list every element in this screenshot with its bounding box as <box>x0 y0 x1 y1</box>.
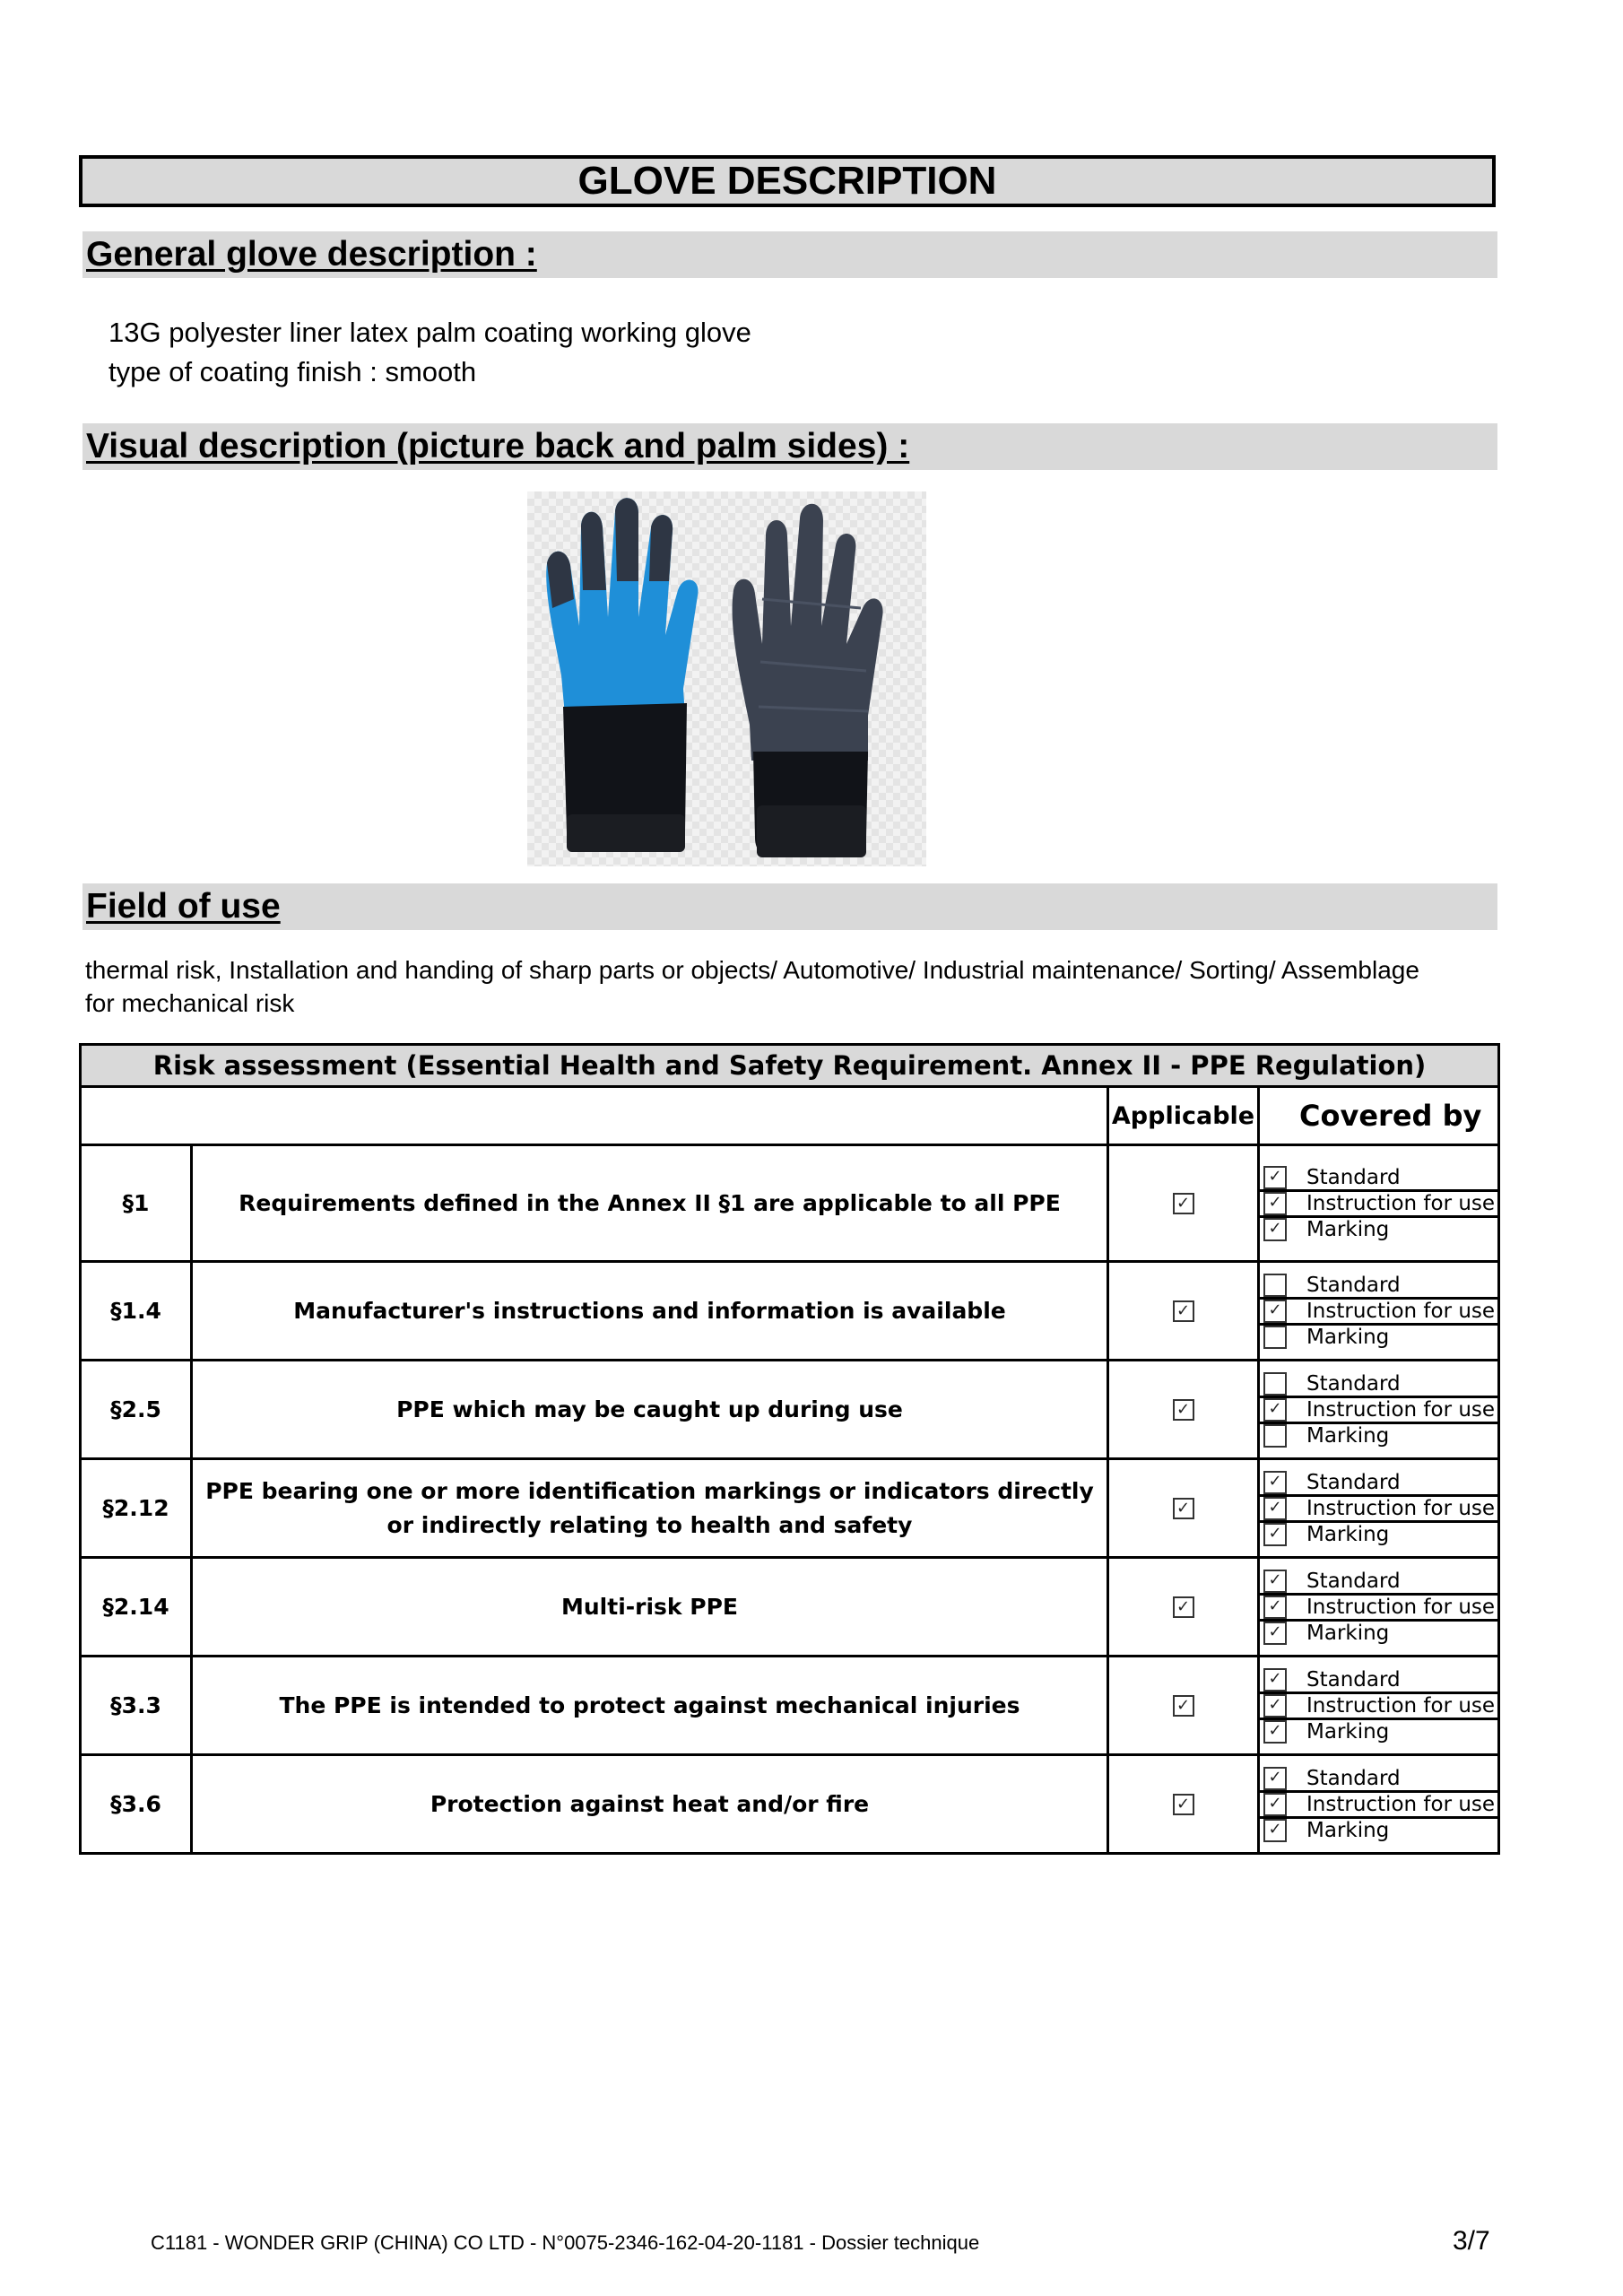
applicable-checkbox[interactable]: ✓ <box>1173 1596 1194 1618</box>
risk-row <box>81 1755 1499 1854</box>
covered-by-label: Marking <box>1306 1621 1390 1645</box>
risk-requirement: Multi-risk PPE <box>192 1558 1108 1657</box>
covered-by-list <box>1260 1274 1497 1349</box>
covered-by-label: Instruction for use <box>1306 1595 1496 1619</box>
covered-by-label: Instruction for use <box>1306 1693 1496 1718</box>
risk-requirement: Protection against heat and/or fire <box>192 1755 1108 1854</box>
risk-section-number: §1.4 <box>81 1262 192 1361</box>
covered-by-item <box>1260 1218 1497 1241</box>
applicable-cell <box>1108 1558 1259 1657</box>
covered-by-column-header: Covered by <box>1259 1087 1499 1145</box>
covered-by-item <box>1260 1720 1497 1744</box>
covered-by-label: Instruction for use <box>1306 1299 1496 1323</box>
covered-by-checkbox[interactable]: ✓ <box>1263 1218 1287 1241</box>
risk-section-number: §2.12 <box>81 1459 192 1558</box>
applicable-checkbox[interactable]: ✓ <box>1173 1399 1194 1421</box>
covered-by-label: Instruction for use <box>1306 1397 1496 1422</box>
risk-table-title: Risk assessment (Essential Health and Safety Requirement. Annex II - PPE Regulation) <box>81 1045 1499 1087</box>
covered-by-cell <box>1259 1558 1499 1657</box>
risk-section-number: §2.14 <box>81 1558 192 1657</box>
field-of-use-heading: Field of use <box>82 883 1497 930</box>
covered-by-checkbox[interactable]: ✓ <box>1263 1166 1287 1189</box>
covered-by-item <box>1260 1819 1497 1842</box>
risk-requirement: PPE which may be caught up during use <box>192 1361 1108 1459</box>
glove-illustration <box>527 491 926 866</box>
covered-by-checkbox[interactable]: ✓ <box>1263 1720 1287 1744</box>
document-title: GLOVE DESCRIPTION <box>79 155 1496 207</box>
covered-by-item <box>1260 1398 1497 1424</box>
covered-by-list <box>1260 1372 1497 1448</box>
risk-row <box>81 1657 1499 1755</box>
risk-row <box>81 1361 1499 1459</box>
covered-by-checkbox[interactable]: ✓ <box>1263 1497 1287 1520</box>
covered-by-checkbox[interactable]: ✓ <box>1263 1668 1287 1692</box>
glove-photo <box>527 491 926 866</box>
applicable-cell <box>1108 1755 1259 1854</box>
risk-row <box>81 1459 1499 1558</box>
applicable-cell <box>1108 1145 1259 1262</box>
covered-by-item <box>1260 1274 1497 1300</box>
risk-table-body <box>81 1145 1499 1854</box>
applicable-checkbox[interactable]: ✓ <box>1173 1695 1194 1717</box>
covered-by-label: Standard <box>1306 1470 1401 1494</box>
covered-by-checkbox[interactable]: ✓ <box>1263 1596 1287 1619</box>
risk-requirement: Manufacturer's instructions and information is available <box>192 1262 1108 1361</box>
covered-by-label: Marking <box>1306 1522 1390 1546</box>
risk-section-number: §3.3 <box>81 1657 192 1755</box>
covered-by-cell <box>1259 1755 1499 1854</box>
risk-row <box>81 1558 1499 1657</box>
applicable-checkbox[interactable]: ✓ <box>1173 1794 1194 1815</box>
covered-by-item <box>1260 1622 1497 1645</box>
covered-by-label: Marking <box>1306 1719 1390 1744</box>
glove-back-view <box>546 498 698 852</box>
covered-by-checkbox[interactable]: ✓ <box>1263 1192 1287 1215</box>
covered-by-item <box>1260 1793 1497 1819</box>
risk-section-number: §2.5 <box>81 1361 192 1459</box>
covered-by-label: Standard <box>1306 1371 1401 1396</box>
covered-by-item <box>1260 1372 1497 1398</box>
covered-by-checkbox[interactable]: ✓ <box>1263 1819 1287 1842</box>
risk-table-blank-header <box>81 1087 1108 1145</box>
risk-section-number: §1 <box>81 1145 192 1262</box>
applicable-cell <box>1108 1459 1259 1558</box>
covered-by-item <box>1260 1300 1497 1326</box>
covered-by-checkbox[interactable] <box>1263 1326 1287 1349</box>
covered-by-item <box>1260 1570 1497 1596</box>
risk-requirement: Requirements defined in the Annex II §1 are applicable to all PPE <box>192 1145 1108 1262</box>
risk-section-number: §3.6 <box>81 1755 192 1854</box>
applicable-checkbox[interactable]: ✓ <box>1173 1498 1194 1519</box>
covered-by-label: Standard <box>1306 1569 1401 1593</box>
risk-assessment-table <box>79 1043 1500 1855</box>
covered-by-label: Marking <box>1306 1325 1390 1349</box>
covered-by-cell <box>1259 1145 1499 1262</box>
covered-by-label: Standard <box>1306 1165 1401 1189</box>
general-description-heading: General glove description : <box>82 231 1497 278</box>
covered-by-label: Marking <box>1306 1818 1390 1842</box>
covered-by-item <box>1260 1668 1497 1694</box>
covered-by-checkbox[interactable]: ✓ <box>1263 1570 1287 1593</box>
applicable-checkbox[interactable]: ✓ <box>1173 1193 1194 1214</box>
covered-by-label: Standard <box>1306 1766 1401 1790</box>
covered-by-item <box>1260 1767 1497 1793</box>
covered-by-label: Instruction for use <box>1306 1792 1496 1816</box>
glove-palm-view <box>733 504 883 857</box>
covered-by-list <box>1260 1570 1497 1645</box>
covered-by-checkbox[interactable]: ✓ <box>1263 1471 1287 1494</box>
covered-by-checkbox[interactable]: ✓ <box>1263 1300 1287 1323</box>
risk-requirement: PPE bearing one or more identification markings or indicators directly or indirectly relating to health and safety <box>192 1459 1108 1558</box>
risk-row <box>81 1262 1499 1361</box>
field-of-use-line-1: thermal risk, Installation and handing of sharp parts or objects/ Automotive/ Industrial maintenance/ Sorting/ Assemblage <box>85 956 1419 984</box>
covered-by-list <box>1260 1166 1497 1241</box>
covered-by-checkbox[interactable] <box>1263 1424 1287 1448</box>
covered-by-item <box>1260 1471 1497 1497</box>
covered-by-cell <box>1259 1459 1499 1558</box>
risk-row <box>81 1145 1499 1262</box>
covered-by-label: Marking <box>1306 1423 1390 1448</box>
covered-by-checkbox[interactable]: ✓ <box>1263 1523 1287 1546</box>
covered-by-label: Instruction for use <box>1306 1496 1496 1520</box>
covered-by-list <box>1260 1471 1497 1546</box>
covered-by-item <box>1260 1326 1497 1349</box>
covered-by-checkbox[interactable]: ✓ <box>1263 1694 1287 1718</box>
covered-by-item <box>1260 1424 1497 1448</box>
applicable-cell <box>1108 1657 1259 1755</box>
covered-by-label: Instruction for use <box>1306 1191 1496 1215</box>
covered-by-item <box>1260 1497 1497 1523</box>
applicable-cell <box>1108 1361 1259 1459</box>
applicable-checkbox[interactable]: ✓ <box>1173 1300 1194 1322</box>
covered-by-list <box>1260 1668 1497 1744</box>
covered-by-cell <box>1259 1262 1499 1361</box>
covered-by-checkbox[interactable]: ✓ <box>1263 1622 1287 1645</box>
covered-by-checkbox[interactable]: ✓ <box>1263 1398 1287 1422</box>
covered-by-label: Standard <box>1306 1667 1401 1692</box>
field-of-use-line-2: for mechanical risk <box>85 989 295 1017</box>
covered-by-label: Marking <box>1306 1217 1390 1241</box>
covered-by-item <box>1260 1166 1497 1192</box>
risk-requirement: The PPE is intended to protect against mechanical injuries <box>192 1657 1108 1755</box>
covered-by-item <box>1260 1694 1497 1720</box>
covered-by-checkbox[interactable] <box>1263 1274 1287 1297</box>
covered-by-checkbox[interactable] <box>1263 1372 1287 1396</box>
covered-by-item <box>1260 1596 1497 1622</box>
covered-by-checkbox[interactable]: ✓ <box>1263 1793 1287 1816</box>
footer-reference: C1181 - WONDER GRIP (CHINA) CO LTD - N°0075-2346-162-04-20-1181 - Dossier technique <box>151 2231 980 2254</box>
covered-by-label: Standard <box>1306 1273 1401 1297</box>
covered-by-item <box>1260 1192 1497 1218</box>
covered-by-cell <box>1259 1361 1499 1459</box>
general-description-line-2: type of coating finish : smooth <box>108 356 477 387</box>
applicable-cell <box>1108 1262 1259 1361</box>
covered-by-checkbox[interactable]: ✓ <box>1263 1767 1287 1790</box>
general-description-line-1: 13G polyester liner latex palm coating working glove <box>108 317 751 348</box>
page-number: 3/7 <box>1453 2226 1490 2256</box>
visual-description-heading: Visual description (picture back and palm sides) : <box>82 423 1497 470</box>
covered-by-item <box>1260 1523 1497 1546</box>
covered-by-list <box>1260 1767 1497 1842</box>
covered-by-cell <box>1259 1657 1499 1755</box>
applicable-column-header: Applicable <box>1108 1087 1259 1145</box>
